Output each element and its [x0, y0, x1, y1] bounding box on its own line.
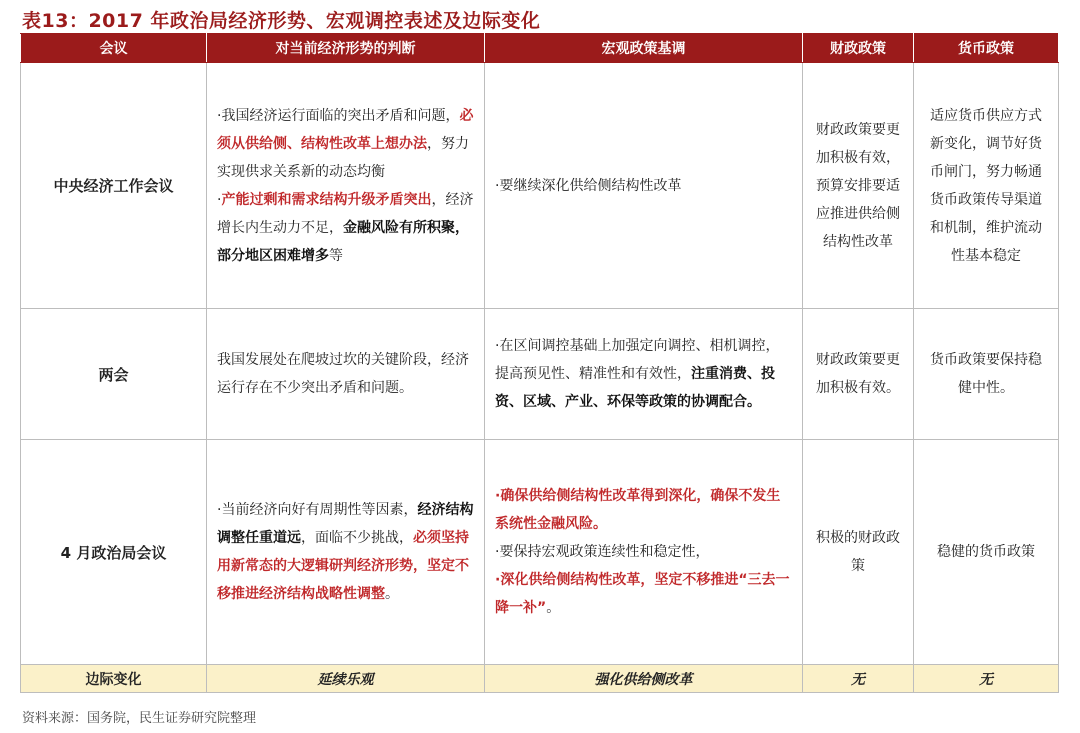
text-segment: ·要保持宏观政策连续性和稳定性， [495, 544, 710, 560]
text-segment: ，努力实现供求关系新的动态均衡 [217, 135, 469, 180]
header-meeting: 会议 [21, 34, 207, 63]
text-segment: 。 [385, 586, 399, 602]
text-segment: ·当前经济向好有周期性等因素， [217, 502, 418, 518]
macro-cell [485, 309, 803, 440]
policy-table [20, 33, 1059, 693]
monetary-cell: 稳健的货币政策 [914, 440, 1059, 665]
text-segment: 等 [329, 247, 343, 264]
macro-cell [485, 63, 803, 309]
text-segment: ·深化供给侧结构性改革，坚定不移推进“三去一降一补” [495, 572, 790, 616]
header-macro: 宏观政策基调 [485, 34, 803, 63]
text-segment: 必须从供给侧、结构性改革上想办法 [217, 107, 474, 152]
marginal-change-row [21, 665, 1059, 693]
fiscal-cell: 财政政策要更加积极有效。 [803, 309, 914, 440]
text-segment: 。 [546, 600, 561, 616]
monetary-cell: 货币政策要保持稳健中性。 [914, 309, 1059, 440]
judgement-cell [207, 440, 485, 665]
judgement-cell [207, 63, 485, 309]
text-segment: 注重消费、投资、区域、产业、环保等政策的协调配合。 [495, 366, 775, 410]
text-segment: ·在区间调控基础上加强定向调控、相机调控，提高预见性、精准性和有效性， [495, 338, 780, 382]
monetary-cell: 适应货币供应方式新变化，调节好货币闸门，努力畅通货币政策传导渠道和机制，维护流动性基本稳定 [914, 63, 1059, 309]
fiscal-cell: 积极的财政政策 [803, 440, 914, 665]
text-segment: 我国发展处在爬坡过坎的关键阶段，经济运行存在不少突出矛盾和问题。 [217, 352, 469, 396]
text-segment: ·要继续深化供给侧结构性改革 [495, 177, 682, 194]
text-segment: ·我国经济运行面临的突出矛盾和问题， [217, 107, 460, 124]
marginal-change-label: 边际变化 [21, 665, 207, 693]
text-segment: ，经济增长内生动力不足， [217, 191, 474, 236]
table-row [21, 440, 1059, 665]
source-note: 资料来源：国务院，民生证券研究院整理 [22, 711, 257, 726]
table-row [21, 309, 1059, 440]
header-judgement: 对当前经济形势的判断 [207, 34, 485, 63]
marginal-macro: 强化供给侧改革 [485, 665, 803, 693]
header-fiscal: 财政政策 [803, 34, 914, 63]
text-segment: 必须坚持用新常态的大逻辑研判经济形势，坚定不移推进经济结构战略性调整 [217, 530, 469, 602]
header-row [21, 34, 1059, 63]
text-segment: ，面临不少挑战， [301, 530, 413, 546]
text-segment: 产能过剩和需求结构升级矛盾突出 [221, 191, 432, 208]
meeting-name: 4 月政治局会议 [21, 440, 207, 665]
table-title: 表13：2017 年政治局经济形势、宏观调控表述及边际变化 [22, 10, 541, 32]
table-row [21, 63, 1059, 309]
fiscal-cell: 财政政策要更加积极有效，预算安排要适应推进供给侧结构性改革 [803, 63, 914, 309]
text-segment: ·确保供给侧结构性改革得到深化，确保不发生系统性金融风险。 [495, 488, 781, 532]
judgement-cell [207, 309, 485, 440]
text-segment: · [217, 191, 222, 208]
macro-cell [485, 440, 803, 665]
meeting-name: 两会 [21, 309, 207, 440]
marginal-fiscal: 无 [803, 665, 914, 693]
meeting-name: 中央经济工作会议 [21, 63, 207, 309]
header-monetary: 货币政策 [914, 34, 1059, 63]
marginal-judgement: 延续乐观 [207, 665, 485, 693]
text-segment: 经济结构调整任重道远 [217, 502, 474, 546]
text-segment: 金融风险有所积聚，部分地区困难增多 [217, 219, 469, 264]
marginal-monetary: 无 [914, 665, 1059, 693]
